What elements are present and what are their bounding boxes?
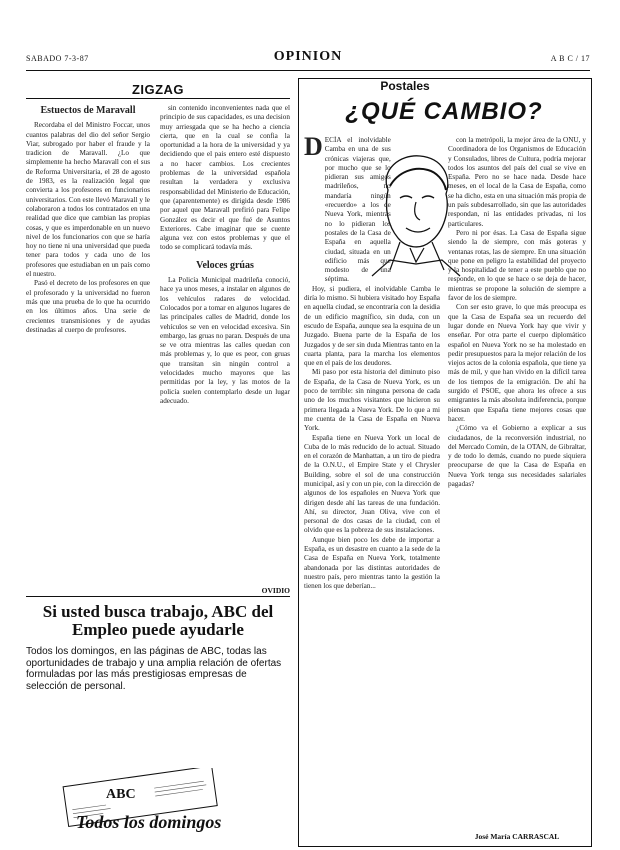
subarticle-title: Veloces grúas: [196, 259, 254, 271]
article-left-column: [26, 104, 150, 594]
postales-paragraph: España tiene en Nueva York un local de Cuba de lo más reducido de lo actual. Situado en el corazón de Manhattan, a un tiro de piedra de la O.N.U., el Empire State y el Chrysler Building, sobre el sol de una construcción municipal, así y con un pie, con la dirección de algunos de los españoles en Nueva York que dirigen desde ahí las tareas de una fundación. Ahí, su director, Juan Oliva, vive con el personal de dos casas de la ciudad, con el olvido que es la pobreza de sus instalaciones.: [304, 433, 440, 535]
ad-headline: Si usted busca trabajo, ABC del Empleo puede ayudarle: [42, 602, 274, 639]
ad-body: Todos los domingos, en las páginas de ABC, todas las oportunidades de trabajo y una amplia relación de ofertas formuladas por las más prestigiosas empresas de selección de personal.: [26, 646, 282, 692]
article-paragraph: Pasó el decreto de los profesores en que el profesorado y la universidad no fueron más que una prueba de lo que ha ocurrido en los últimos años. Una serie de crecientes transmisiones y de ayudas destinadas al cuerpo de profesores.: [26, 279, 150, 334]
article-paragraph: Recordaba el del Ministro Foccar, unos cuantos palabras del dio del señor Sergio Viar, subrogado por haber el fraude y la tradicion de Maravall. ¿Lo que simplemente ha hecho Maravall con el sus de Reforma Universitaria, el 28 de agosto de 1983, es la realización legal que convierta a los profesores en funcionarios universitarios. Con este llevó Maravall y le colaboraron a todos los contratados en una realidad que dice que cambian las propias cosas, y que es imperdonable en un nuevo nivel de los funcionarios con que se haría hoy no tiene ni una universidad que pueda tener para todos y cada uno de los profesores que estudiaban en un país como el nuestro.: [26, 121, 150, 279]
dropcap-letter: D: [304, 136, 323, 161]
article-paragraph: sin contenido inconvenientes nada que el principio de sus capacidades, es una decision muy arriesgada que se ha hecho a ciencia cierta, que en la cual se confia la oportunidad a la hora de la universidad y ya decidiendo que el pais entero esté dispuesto a no hacer cambios. Los crecientes problemas de la universidad española resultan la verdadera y exclusiva responsabilidad del Ministerio de Educación, que (aparentemente) es dirigida desde 1986 por aquel que Maravall prefirió para Felipe González es decir el que fué de Asuntos Exteriores. Cabe imaginar que se cuente alguna vez con estos problemas y que el todo se complicará todavía más.: [160, 104, 290, 252]
advertisement: [26, 603, 290, 692]
ovidio-signature: OVIDIO: [261, 586, 290, 595]
article-right-column: [160, 104, 290, 582]
postales-paragraph: Hoy, si pudiera, el inolvidable Camba le diría lo mismo. Si hubiera visitado hoy España en aquella ciudad, se encontraría con la desidia de un edificio magnífico, sin duda, con un escudo de España, aunque sea la esquina de un Juzgado. Buena parte de la España de los Juzgados y de ser sin duda Mientras tanto en la cuarta planta, para la marcha los elementos que en el país de los deudores.: [304, 284, 440, 368]
page-header: [26, 49, 590, 68]
postales-title: ¿QUÉ CAMBIO?: [345, 98, 543, 125]
section-title: OPINION: [273, 49, 343, 64]
postales-paragraph: Mi paso por esta historia del diminuto piso de España, de la Casa de Nueva York, es un poco de terrible: sin ninguna persona de cada uno de los muchos visitantes que hicieron su primera llegada a Nueva York. De lo que a mi me cuenta de la Casa de España en Nueva York.: [304, 368, 440, 433]
postales-paragraph: Pero ni por ésas. La Casa de España sigue siendo la de siempre, con más goteras y ventanas rotas, las de siempre. En una situación que pone en peligro la estabilidad del proyecto y la hospitalidad de tener a este pueblo que no responde, en lo que se hace o se deja de hacer, mientras se propone la solución de siempre a favor de los de siempre.: [448, 228, 586, 303]
article-paragraph: La Policía Municipal madrileña conoció, hace ya unos meses, a instalar en algunos de los vehículos radares de velocidad. Colocados por a tomar en algunos lugares de las principales calles de Madrid, donde los vehículos se ven en velocidad excesiva. Sin embargo, las gruas no paran. Después de una se ve otra mientras las calles quedan con más problemas y, lo que es peor, con gruas que transitan sin ningún control a velocidades mucho mayores que las permitidas por la ley, y las motos de la policía suelen contemplarlo desde un lugar adecuado.: [160, 276, 290, 405]
page-number: A B C / 17: [550, 54, 590, 63]
ad-logo: ABC: [106, 787, 136, 802]
postales-paragraph: Con ser esto grave, lo que más preocupa es que la Casa de España sea un recuerdo del lugar donde en Nueva York hay que vivir y enseñar. Por otra parte el cuerpo diplomático español en Nueva York no se ha molestado en pedir presupuestos para la mejor relación de los viejos actos de la colonia española, que tiene ya más de mil, y que han vivido en la difícil tarea de los tiempos de la emigración. De ahí ha surgido el PSOE, que ahora les ofrece a sus emigrantes la más absoluta indiferencia, porque piensan que España tiene mejores cosas que hacer.: [448, 303, 586, 423]
ad-slogan: Todos los domingos: [76, 812, 222, 832]
postales-paragraph: ¿Cómo va el Gobierno a explicar a sus ciudadanos, de la reconversión industrial, no del Mercado Común, de la OTAN, de Gibraltar, y de todo lo demás, cuando no puede siquiera preocuparse de que la Casa de España en Nueva York tenga sus necesidades salariales pagadas?: [448, 424, 586, 488]
postales-paragraph: con la metrópoli, la mejor área de la ONU, y Coordinadora de los Organismos de Educación y Consulados, libres de Cultura, podría mejorar todos los asuntos del país del cual se vive en España. Pero no se hace nada. Desde hace meses, en el local de la Casa de España, como se ha dicho, esta en una situación más propia de un país subdesarrollado, sin que las autoridades respondan, ni las entidades privadas, ni los particulares.: [448, 136, 586, 228]
postales-column-2: [448, 136, 586, 822]
ad-top-rule: [26, 596, 290, 597]
zigzag-rule: [26, 98, 290, 99]
zigzag-heading: ZIGZAG: [131, 82, 185, 97]
carrascal-signature: José María CARRASCAL: [474, 832, 560, 841]
postales-kicker: Postales: [340, 79, 470, 93]
article-title: Estuectos de Maravall: [40, 105, 136, 116]
postales-paragraph: Aunque bien poco les debe de importar a España, es un desastre en cuanto a la sede de la Casa de España en Nueva York, totalmente abandonada por las distintas autoridades de nuestro país, pero mientras tanto la gestión la tienen los que deberían...: [304, 535, 440, 591]
issue-date: SABADO 7-3-87: [26, 54, 89, 63]
postales-column-1: [304, 136, 440, 836]
header-rule: [26, 70, 590, 71]
ad-newspaper-illustration: [36, 768, 276, 834]
postales-paragraph: ECÍA el inolvidable Camba en una de sus crónicas viajeras que, por mucho que se lo pidieran sus amigos madrileños, no mandaría ningún «recuerdo» a los de Nueva York, mientras no lo pidieran los postales de la Casa de España en aquella ciudad, situada en un edificio más que modesto de una séptima.: [324, 136, 391, 284]
